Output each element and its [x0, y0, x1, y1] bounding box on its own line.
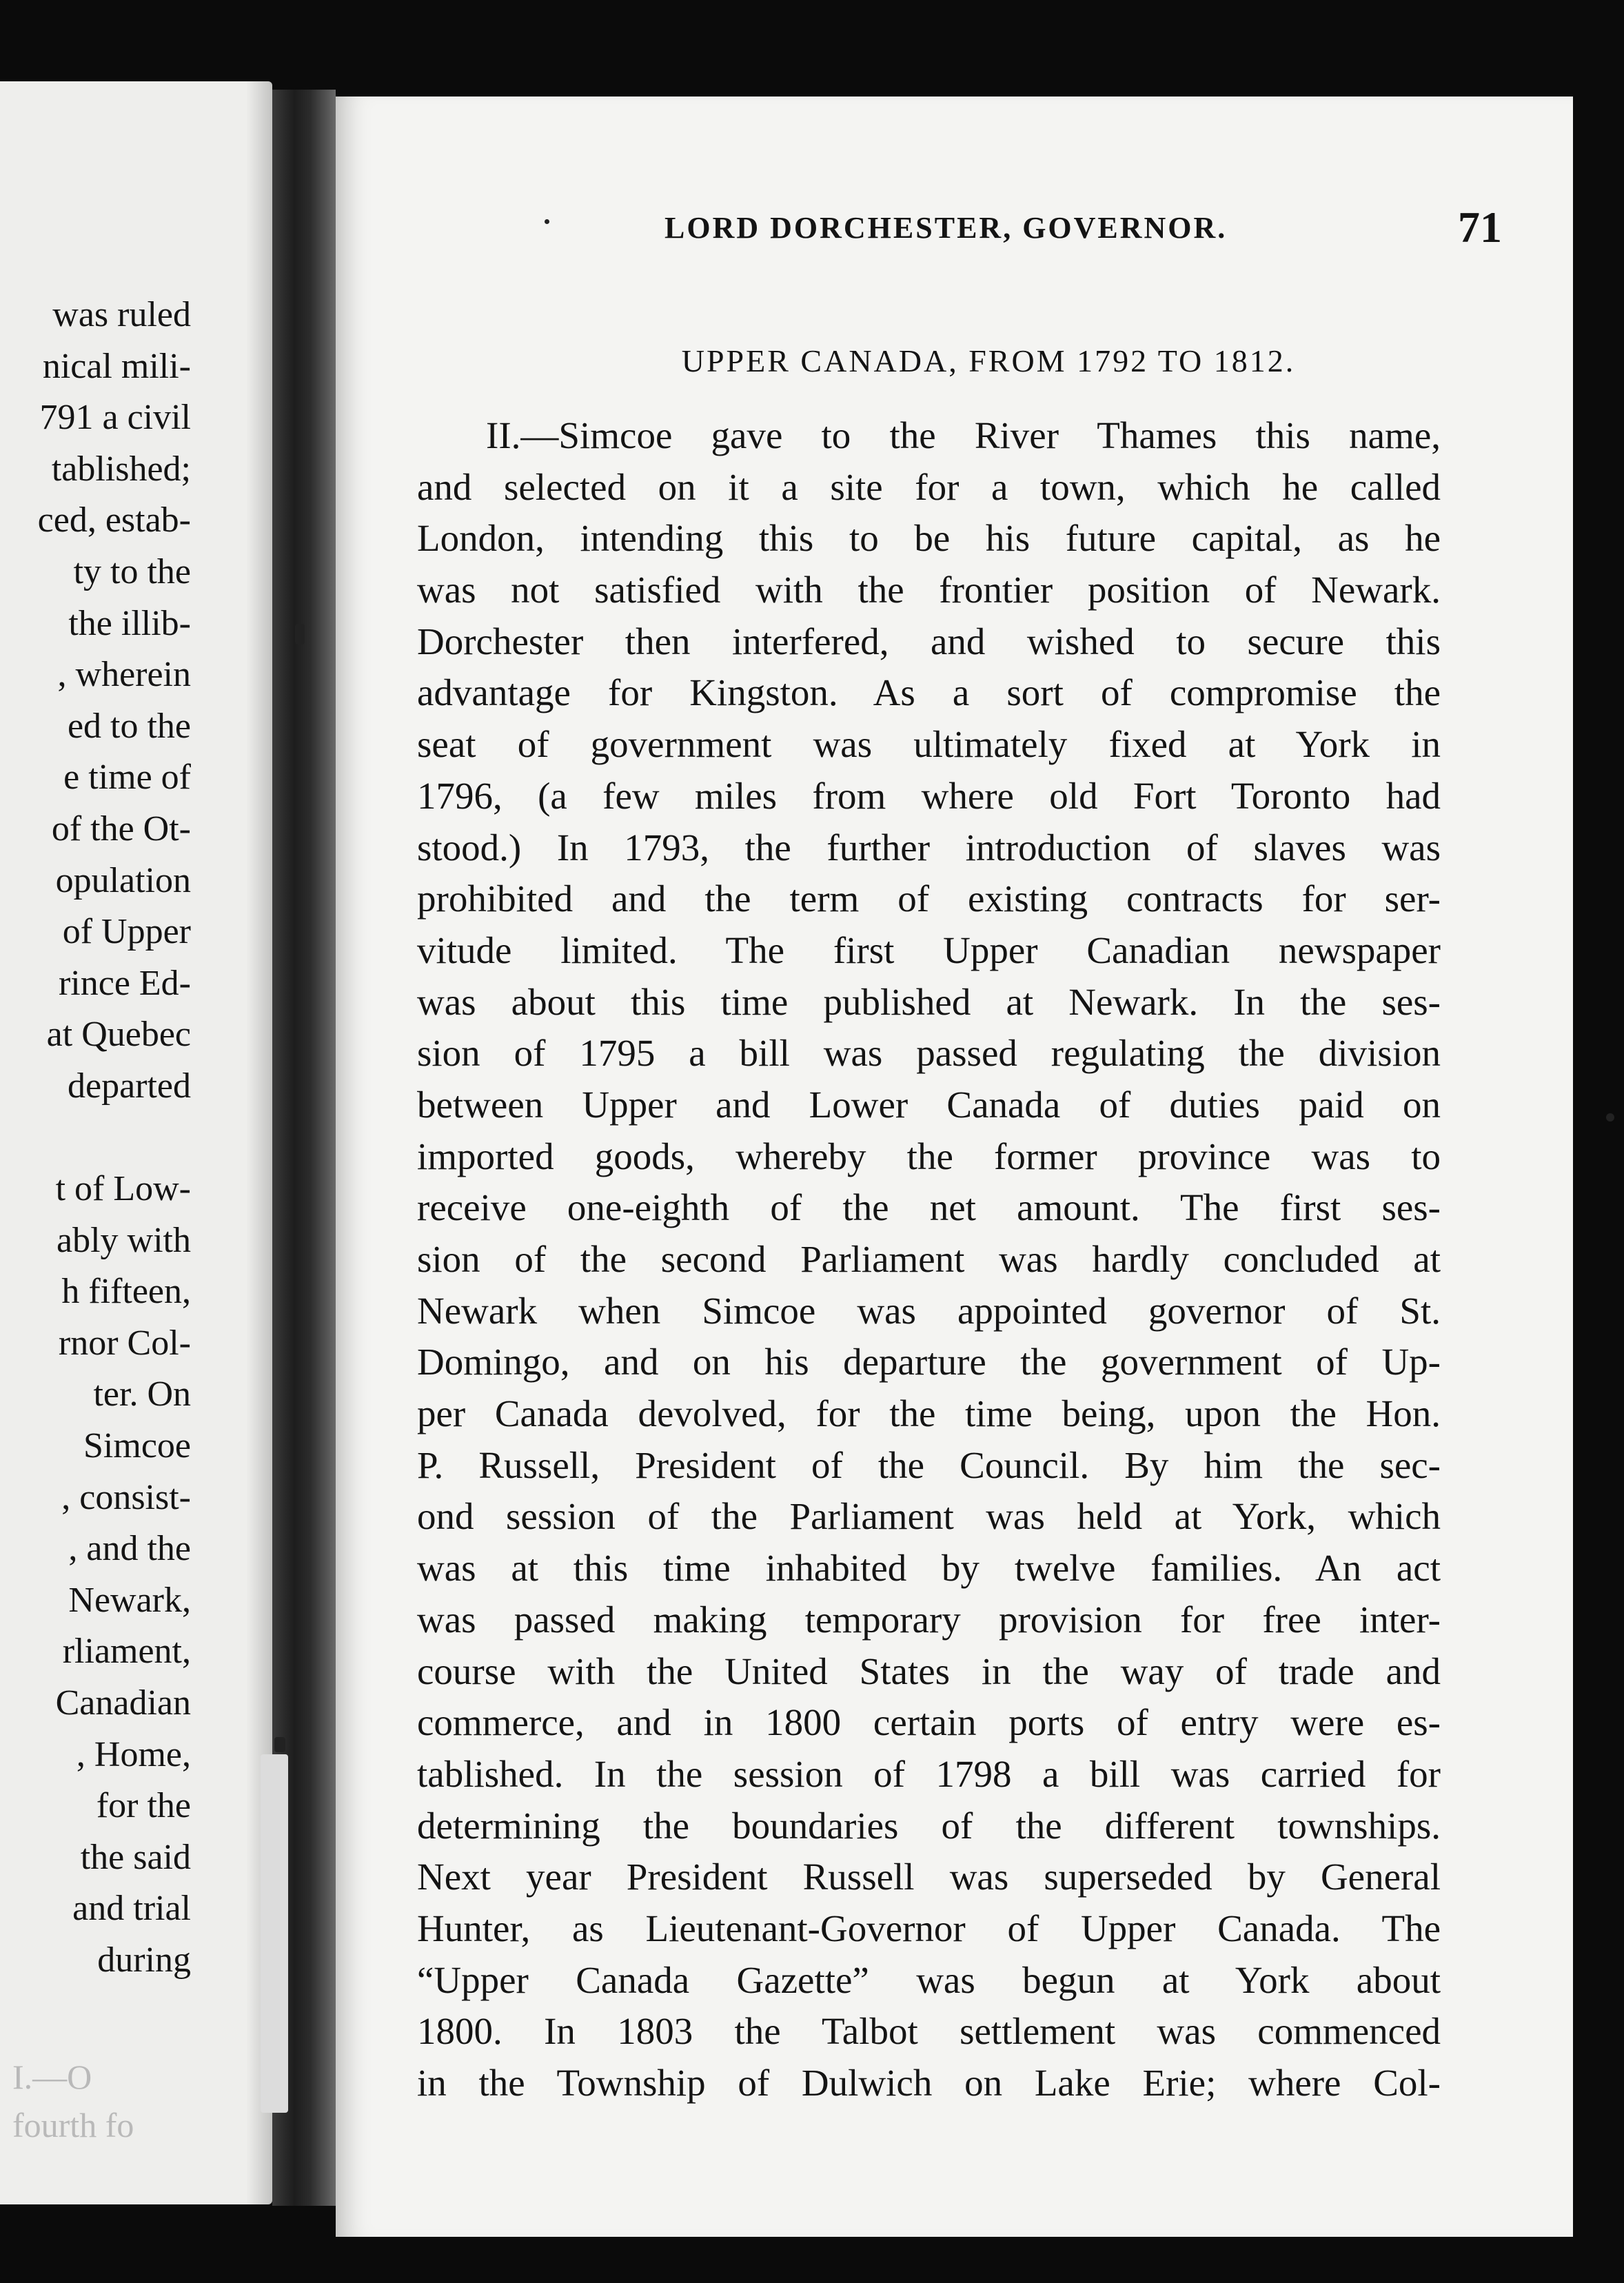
text-line: was not satisfied with the frontier position of Newark.	[417, 569, 1441, 611]
text-line: course with the United States in the way of trade and	[417, 1650, 1441, 1692]
text-line: and selected on it a site for a town, which he called	[417, 465, 1441, 508]
text-line: P. Russell, President of the Council. By him the sec-	[417, 1443, 1441, 1486]
text-line: at Quebec	[46, 1015, 191, 1055]
text-line: opulation	[55, 860, 191, 900]
page-number: 71	[1458, 203, 1502, 252]
text-line: determining the boundaries of the different townships.	[417, 1804, 1441, 1847]
text-line: Canadian	[55, 1683, 191, 1723]
text-line: e time of	[63, 758, 191, 798]
text-line: fourth fo	[12, 2106, 134, 2144]
text-line: II.—Simcoe gave to the River Thames this name,	[486, 414, 1441, 456]
text-line: tablished;	[51, 449, 191, 489]
text-line: rnor Col-	[58, 1323, 191, 1363]
text-line: ond session of the Parliament was held at York, which	[417, 1495, 1441, 1538]
text-line: ced, estab-	[37, 500, 191, 540]
text-line: t of Low-	[55, 1169, 191, 1209]
text-line: rliament,	[62, 1632, 191, 1672]
left-page-bottom-text	[12, 2053, 134, 2149]
text-line: London, intending this to be his future capital, as he	[417, 517, 1441, 560]
running-title: LORD DORCHESTER, GOVERNOR.	[664, 211, 1228, 245]
text-line: I.—O	[12, 2058, 92, 2096]
text-line: ably with	[57, 1220, 191, 1260]
text-line: rince Ed-	[58, 963, 191, 1003]
text-line: during	[97, 1940, 191, 1980]
text-line: Simcoe	[83, 1426, 191, 1466]
text-line: advantage for Kingston. As a sort of compromise the	[417, 671, 1441, 714]
text-line: vitude limited. The first Upper Canadian newspaper	[417, 929, 1441, 971]
body-text	[417, 410, 1441, 2109]
text-line: 1796, (a few miles from where old Fort Toronto had	[417, 774, 1441, 817]
scan-speck	[274, 1737, 285, 1752]
text-line: Domingo, and on his departure the government of Up-	[417, 1341, 1441, 1383]
text-line: Hunter, as Lieutenant-Governor of Upper Canada. The	[417, 1907, 1441, 1949]
text-line	[38, 1113, 191, 1164]
text-line: seat of government was ultimately fixed at York in	[417, 723, 1441, 766]
text-line: stood.) In 1793, the further introduction of slaves was	[417, 826, 1441, 869]
text-line: nical mili-	[42, 346, 191, 386]
text-line: and trial	[72, 1889, 191, 1929]
text-line: 1800. In 1803 the Talbot settlement was commenced	[417, 2010, 1441, 2053]
text-line: departed	[67, 1066, 191, 1106]
text-line: ter. On	[93, 1374, 191, 1414]
text-line: between Upper and Lower Canada of duties paid on	[417, 1083, 1441, 1126]
running-header	[664, 203, 1502, 293]
text-line: in the Township of Dulwich on Lake Erie; where Col-	[417, 2062, 1441, 2104]
text-line: receive one-eighth of the net amount. The first ses-	[417, 1186, 1441, 1229]
text-line: Dorchester then interfered, and wished to secure this	[417, 620, 1441, 662]
text-line: commerce, and in 1800 certain ports of entry were es-	[417, 1701, 1441, 1744]
text-line: ty to the	[73, 551, 191, 591]
text-line: h fifteen,	[61, 1272, 191, 1312]
text-line: imported goods, whereby the former province was to	[417, 1135, 1441, 1177]
text-line: for the	[96, 1786, 191, 1826]
text-line: the illib-	[68, 603, 191, 643]
scan-speck	[1606, 1113, 1614, 1122]
text-line: ed to the	[67, 706, 191, 746]
text-line: of the Ot-	[51, 809, 191, 849]
text-line: , consist-	[61, 1477, 191, 1517]
text-line: was ruled	[52, 295, 191, 334]
text-line: 791 a civil	[39, 398, 191, 438]
text-line: per Canada devolved, for the time being, upon the Hon.	[417, 1392, 1441, 1435]
left-page-text	[38, 290, 191, 1987]
text-line: sion of the second Parliament was hardly concluded at	[417, 1238, 1441, 1280]
scan-speck	[545, 219, 549, 224]
text-line: prohibited and the term of existing contracts for ser-	[417, 877, 1441, 920]
text-line: , Home,	[76, 1734, 191, 1774]
text-line: was at this time inhabited by twelve families. An act	[417, 1547, 1441, 1590]
binding-tab	[261, 1754, 288, 2113]
text-line: of Upper	[62, 912, 191, 952]
text-line: Newark,	[68, 1580, 191, 1620]
text-line: Next year President Russell was superseded by General	[417, 1856, 1441, 1898]
scan-speck	[295, 624, 305, 645]
text-line: sion of 1795 a bill was passed regulating the division	[417, 1032, 1441, 1075]
text-line: , wherein	[57, 655, 191, 695]
text-line: was about this time published at Newark. In the ses-	[417, 980, 1441, 1023]
text-line: the said	[80, 1837, 191, 1877]
text-line: , and the	[68, 1529, 191, 1569]
text-line: “Upper Canada Gazette” was begun at York about	[417, 1958, 1441, 2001]
section-heading: UPPER CANADA, FROM 1792 TO 1812.	[681, 343, 1296, 378]
left-facing-page	[0, 81, 272, 2204]
text-line: Newark when Simcoe was appointed governor of St.	[417, 1289, 1441, 1332]
text-line: tablished. In the session of 1798 a bill was carried for	[417, 1752, 1441, 1795]
right-page	[336, 97, 1573, 2237]
text-line: was passed making temporary provision for free inter-	[417, 1598, 1441, 1641]
